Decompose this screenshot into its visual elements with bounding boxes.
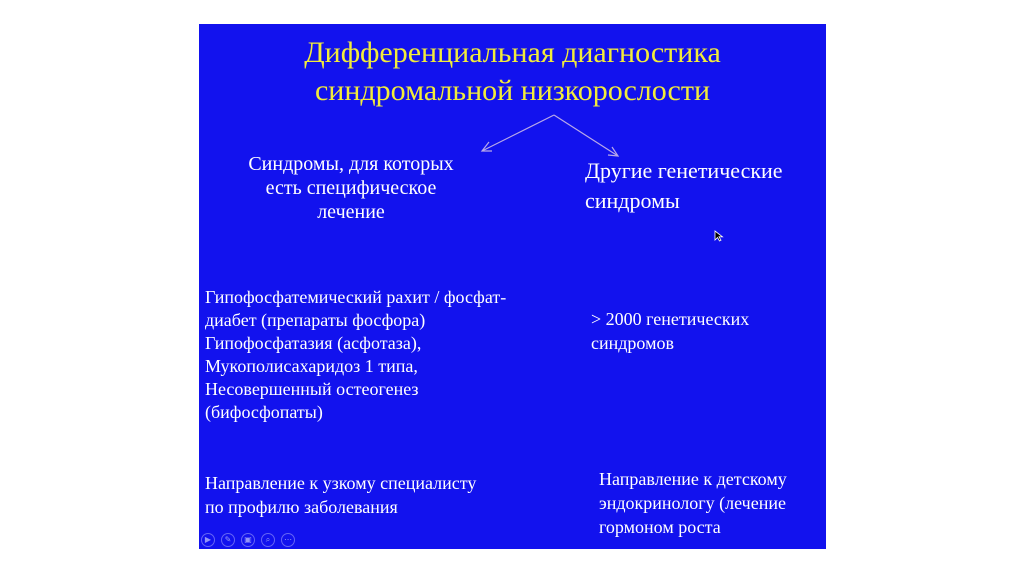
- left-column-list: [205, 286, 506, 424]
- right-column-heading: [585, 156, 783, 216]
- arrow-right-line: [554, 115, 618, 156]
- left-list-item: Мукополисахаридоз 1 типа,: [205, 356, 418, 376]
- arrow-left-head: [482, 142, 492, 151]
- slides-icon[interactable]: ▣: [241, 533, 255, 547]
- right-column-list: [591, 307, 749, 355]
- left-heading-line-1: Синдромы, для которых: [248, 153, 454, 175]
- slide-title-line-1: Дифференциальная диагностика: [304, 36, 721, 69]
- right-heading-line-1: Другие генетические: [585, 158, 783, 183]
- left-list-item: Несовершенный остеогенез: [205, 379, 419, 399]
- right-list-line-2: синдромов: [591, 333, 674, 353]
- right-referral-line-2: эндокринологу (лечение: [599, 493, 786, 513]
- left-referral-line-1: Направление к узкому специалисту: [205, 473, 477, 493]
- arrow-right-head: [608, 147, 618, 156]
- right-referral-line-3: гормоном роста: [599, 517, 721, 537]
- slideshow-controls: [201, 532, 295, 548]
- right-heading-line-2: синдромы: [585, 188, 680, 213]
- left-list-item: Гипофосфатазия (асфотаза),: [205, 333, 422, 353]
- left-column-referral: [205, 471, 476, 519]
- left-list-item: диабет (препараты фосфора): [205, 310, 426, 330]
- right-list-line-1: > 2000 генетических: [591, 309, 750, 329]
- left-heading-line-3: лечение: [317, 201, 385, 223]
- left-column-heading: [221, 152, 481, 224]
- left-heading-line-2: есть специфическое: [265, 177, 437, 199]
- zoom-icon[interactable]: ⌕: [261, 533, 275, 547]
- pen-icon[interactable]: ✎: [221, 533, 235, 547]
- play-icon[interactable]: ▶: [201, 533, 215, 547]
- left-list-item: Гипофосфатемический рахит / фосфат-: [205, 287, 507, 307]
- slide-title: [199, 34, 826, 110]
- right-referral-line-1: Направление к детскому: [599, 469, 787, 489]
- mouse-cursor-icon: [714, 230, 724, 242]
- left-list-item: (бифосфопаты): [205, 402, 323, 422]
- arrow-left-line: [482, 115, 554, 151]
- right-column-referral: [599, 467, 787, 539]
- slide-title-line-2: синдромальной низкорослости: [314, 74, 710, 107]
- left-referral-line-2: по профилю заболевания: [205, 497, 398, 517]
- presentation-slide: [199, 24, 826, 549]
- more-icon[interactable]: ⋯: [281, 533, 295, 547]
